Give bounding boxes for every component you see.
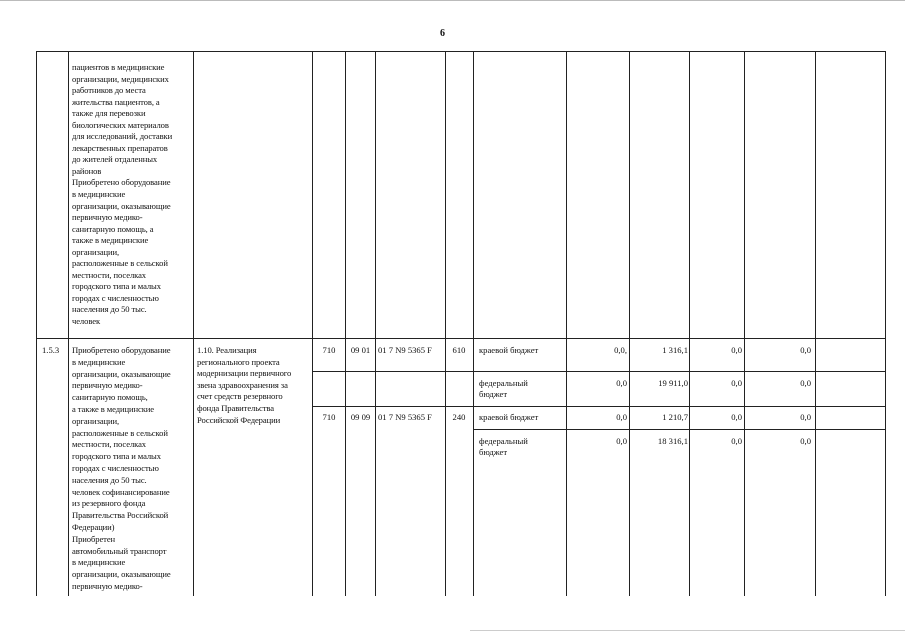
grbs-code: 710: [322, 412, 336, 422]
value-col-1: 0,0: [616, 412, 627, 422]
funding-source: федеральный бюджет: [479, 378, 528, 399]
value-col-4: 0,0: [800, 345, 811, 355]
funding-source: краевой бюджет: [479, 412, 539, 422]
value-col-1: 0,0,: [614, 345, 627, 355]
scan-bottom-edge: [470, 630, 905, 631]
section-code: 09 09: [350, 412, 371, 422]
target-article-code: 01 7 N9 5365 F: [378, 345, 432, 355]
target-article-code: 01 7 N9 5365 F: [378, 412, 432, 422]
scan-top-edge: [0, 0, 905, 1]
value-col-4: 0,0: [800, 436, 811, 446]
expense-type-code: 610: [452, 345, 466, 355]
row-measure: 1.10. Реализация регионального проекта модернизации первичного звена здравоохранения за счет средств резервного фонда Правительства Российской Федерации: [197, 345, 292, 425]
value-col-1: 0,0: [616, 436, 627, 446]
continuation-description: пациентов в медицинские организации, медицинских работников до места жительства пациентов, а также для перевозки биологических материалов для исследований, доставки лекарственных препаратов до жителей отдаленных районов Приобретено оборудование в медицинские организации, оказывающие первичную медико- санитарную помощь, а также в медицинские организации, расположенные в сельской местности, поселках городского типа и малых городах с численностью населения до 50 тыс. человек: [72, 62, 173, 327]
funding-source: федеральный бюджет: [479, 436, 528, 457]
grbs-code: 710: [322, 345, 336, 355]
value-col-3: 0,0: [731, 436, 742, 446]
value-col-4: 0,0: [800, 412, 811, 422]
value-col-1: 0,0: [616, 378, 627, 388]
funding-source: краевой бюджет: [479, 345, 539, 355]
page-number: 6: [440, 28, 445, 39]
row-number: 1.5.3: [42, 345, 60, 355]
row-description: Приобретено оборудование в медицинские организации, оказывающие первичную медико- санитарную помощь, а также в медицинские организации, расположенные в сельской местности, поселках городского типа и малых городах с численностью населения до 50 тыс. человек софинансирование из резервного фонда Правительства Российской Федерации) Приобретен автомобильный транспорт в медицинские организации, оказывающие первичную медико-: [72, 345, 171, 591]
value-col-2: 1 210,7: [662, 412, 688, 422]
value-col-4: 0,0: [800, 378, 811, 388]
value-col-2: 1 316,1: [662, 345, 688, 355]
expense-type-code: 240: [452, 412, 466, 422]
section-code: 09 01: [350, 345, 371, 355]
value-col-3: 0,0: [731, 378, 742, 388]
value-col-3: 0,0: [731, 345, 742, 355]
value-col-2: 19 911,0: [658, 378, 688, 388]
value-col-2: 18 316,1: [657, 436, 688, 446]
value-col-3: 0,0: [731, 412, 742, 422]
